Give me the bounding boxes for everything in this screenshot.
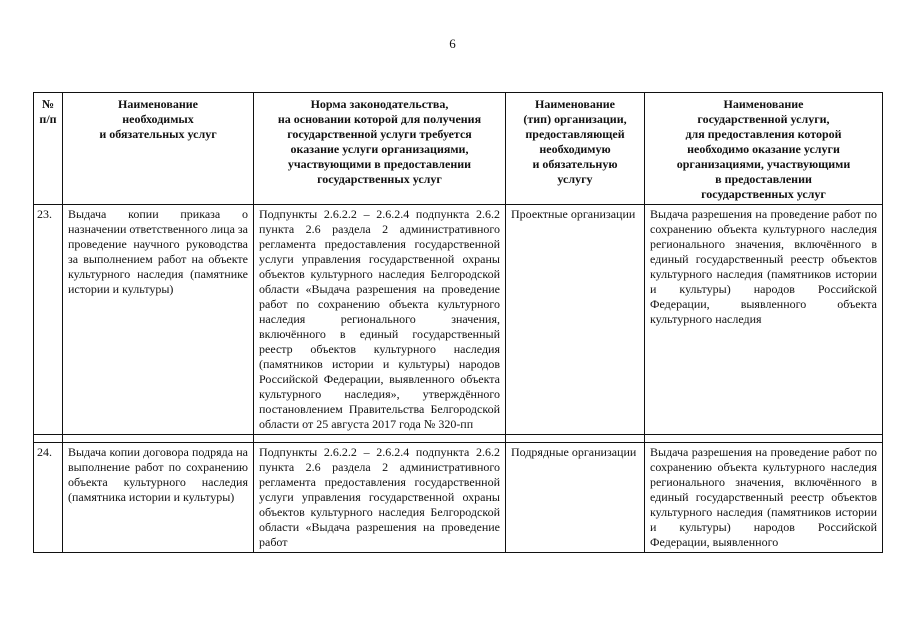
header-norm: Норма законодательства, на основании которой для получения государственной услуги требуется оказание услуги организациями, участвующими в предоставлении государственных услуг xyxy=(254,93,506,205)
row-service: Выдача копии приказа о назначении ответственного лица за проведение научного руководства за выполнением работ на объекте культурного наследия (памятнике истории и культуры) xyxy=(63,205,254,435)
header-row xyxy=(34,93,883,205)
services-table xyxy=(33,92,883,553)
table-row xyxy=(34,205,883,435)
header-number: № п/п xyxy=(34,93,63,205)
row-service: Выдача копии договора подряда на выполнение работ по сохранению объекта культурного наследия (памятника истории и культуры) xyxy=(63,443,254,553)
row-number: 23. xyxy=(34,205,63,435)
header-service: Наименование необходимых и обязательных услуг xyxy=(63,93,254,205)
header-organization: Наименование (тип) организации, предоставляющей необходимую и обязательную услугу xyxy=(506,93,645,205)
row-number: 24. xyxy=(34,443,63,553)
row-organization: Подрядные организации xyxy=(506,443,645,553)
row-state-service: Выдача разрешения на проведение работ по сохранению объекта культурного наследия регионального значения, включённого в единый государственный реестр объектов культурного наследия (памятников истории и культуры) народов Российской Федерации, выявленного объекта культурного наследия xyxy=(645,205,883,435)
row-organization: Проектные организации xyxy=(506,205,645,435)
row-norm: Подпункты 2.6.2.2 – 2.6.2.4 подпункта 2.6.2 пункта 2.6 раздела 2 административного регламента предоставления государственной услуги управления государственной охраны объектов культурного наследия Белгородской области «Выдача разрешения на проведение работ по сохранению объекта культурного наследия регионального значения, включённого в единый государственный реестр объектов культурного наследия (памятников истории и культуры) народов Российской Федерации, выявленного объекта культурного наследия», утверждённого постановлением Правительства Белгородской области от 25 августа 2017 года № 320-пп xyxy=(254,205,506,435)
row-state-service: Выдача разрешения на проведение работ по сохранению объекта культурного наследия регионального значения, включённого в единый государственный реестр объектов культурного наследия (памятников истории и культуры) народов Российской Федерации, выявленного xyxy=(645,443,883,553)
header-state-service: Наименование государственной услуги, для предоставления которой необходимо оказание услуги организациями, участвующими в предоставлении государственных услуг xyxy=(645,93,883,205)
row-norm: Подпункты 2.6.2.2 – 2.6.2.4 подпункта 2.6.2 пункта 2.6 раздела 2 административного регламента предоставления государственной услуги управления государственной охраны объектов культурного наследия Белгородской области «Выдача разрешения на проведение работ xyxy=(254,443,506,553)
table-row xyxy=(34,443,883,553)
page-number: 6 xyxy=(449,36,456,51)
row-gap xyxy=(34,435,883,443)
